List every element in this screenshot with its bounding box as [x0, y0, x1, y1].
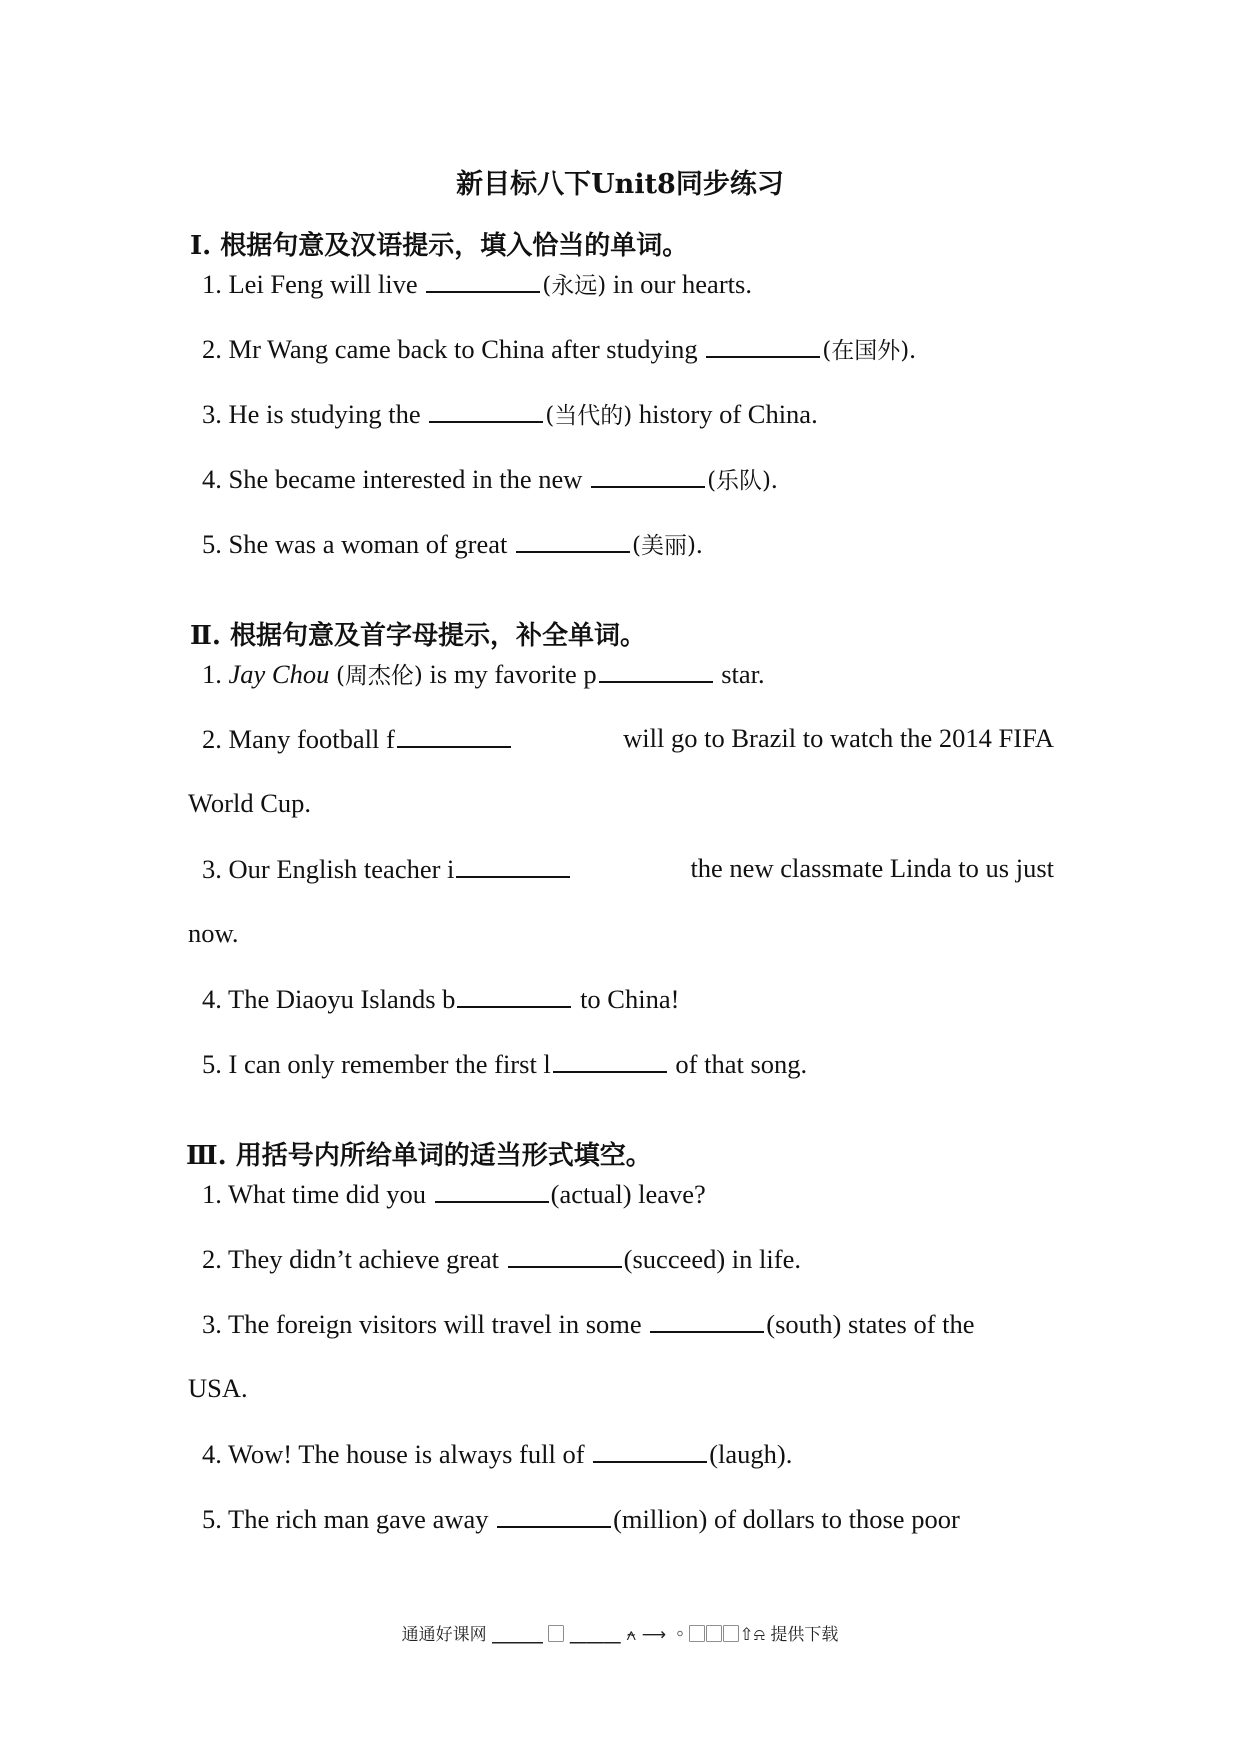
s2-item-1-post: star.	[714, 659, 765, 689]
s2-item-4-text: 4. The Diaoyu Islands b	[202, 984, 456, 1014]
s2-item-2	[202, 722, 1054, 755]
s1-item-4-hint: (乐队)	[707, 468, 772, 494]
s1-item-5	[202, 527, 703, 562]
s1-item-4-text: 4. She became interested in the new	[202, 464, 590, 494]
page-title: 新目标八下Unit8同步练习	[456, 169, 784, 200]
s1-item-2-post: .	[909, 334, 916, 364]
s3-item-4-text: 4. Wow! The house is always full of	[202, 1439, 592, 1469]
s1-item-4	[202, 462, 778, 497]
s1-item-1	[202, 267, 752, 302]
answer-blank[interactable]	[429, 397, 543, 423]
s1-item-3-hint: (当代的)	[545, 403, 633, 429]
s3-item-2	[202, 1242, 801, 1275]
answer-blank[interactable]	[508, 1242, 622, 1268]
page-footer: 通通好课网 ⎽⎽⎽ ⃞ ⎽⎽⎽ ⍲ ⟶ ◦⃞⃞⃞⇧⍾ 提供下载	[401, 1625, 839, 1645]
s3-item-4-post: (laugh).	[709, 1439, 793, 1469]
s2-item-2-text: 2. Many football f	[202, 724, 395, 754]
answer-blank[interactable]	[706, 332, 820, 358]
s3-item-1-post: (actual) leave?	[550, 1179, 706, 1209]
answer-blank[interactable]	[516, 527, 630, 553]
answer-blank[interactable]	[553, 1047, 667, 1073]
s2-item-3	[202, 852, 1054, 885]
s1-item-1-text: 1. Lei Feng will live	[202, 269, 425, 299]
s2-item-1	[202, 657, 765, 692]
s1-item-1-post: in our hearts.	[606, 269, 752, 299]
s1-item-3-post: history of China.	[632, 399, 818, 429]
s3-item-1-text: 1. What time did you	[202, 1179, 433, 1209]
s3-item-5	[202, 1502, 960, 1535]
s3-item-1	[202, 1177, 706, 1210]
answer-blank[interactable]	[426, 267, 540, 293]
s1-item-5-hint: (美丽)	[632, 533, 696, 559]
section-2-heading: Ⅱ. 根据句意及首字母提示，补全单词。	[190, 621, 647, 651]
answer-blank[interactable]	[457, 982, 571, 1008]
s1-item-5-text: 5. She was a woman of great	[202, 529, 515, 559]
s1-item-2	[202, 332, 916, 367]
s1-item-1-hint: (永远)	[542, 273, 607, 299]
s2-item-4	[202, 982, 679, 1015]
answer-blank[interactable]	[435, 1177, 549, 1203]
s2-item-1-hint: (周杰伦)	[335, 663, 423, 689]
answer-blank[interactable]	[599, 657, 713, 683]
s2-item-4-post: to China!	[573, 984, 680, 1014]
s3-item-3	[202, 1307, 975, 1340]
s3-item-3-post: (south) states of the	[766, 1309, 975, 1339]
answer-blank[interactable]	[591, 462, 705, 488]
answer-blank[interactable]	[397, 722, 511, 748]
s1-item-2-hint: (在国外)	[822, 338, 910, 364]
s2-item-1-number: 1.	[202, 659, 222, 689]
s3-item-3-text: 3. The foreign visitors will travel in some	[202, 1309, 649, 1339]
answer-blank[interactable]	[497, 1502, 611, 1528]
s2-item-3-post: the new classmate Linda to us just	[690, 853, 1054, 883]
section-1-heading: Ⅰ. 根据句意及汉语提示，填入恰当的单词。	[190, 231, 689, 261]
s1-item-2-text: 2. Mr Wang came back to China after studying	[202, 334, 705, 364]
section-3-heading: Ⅲ. 用括号内所给单词的适当形式填空。	[186, 1141, 652, 1171]
answer-blank[interactable]	[593, 1437, 707, 1463]
s3-item-2-post: (succeed) in life.	[623, 1244, 801, 1274]
s1-item-3-text: 3. He is studying the	[202, 399, 428, 429]
s2-item-5-text: 5. I can only remember the first l	[202, 1049, 551, 1079]
s1-item-3	[202, 397, 818, 432]
answer-blank[interactable]	[456, 852, 570, 878]
s2-item-5-post: of that song.	[668, 1049, 808, 1079]
answer-blank[interactable]	[650, 1307, 764, 1333]
s3-item-5-post: (million) of dollars to those poor	[613, 1504, 960, 1534]
s2-item-3-continued: now.	[188, 918, 239, 948]
s1-item-4-post: .	[771, 464, 778, 494]
s2-item-2-continued: World Cup.	[188, 788, 312, 818]
s1-item-5-post: .	[695, 529, 703, 559]
s3-item-5-text: 5. The rich man gave away	[202, 1504, 496, 1534]
s2-item-1-text: is my favorite p	[422, 659, 597, 689]
s2-item-5	[202, 1047, 807, 1080]
s2-item-2-post: will go to Brazil to watch the 2014 FIFA	[623, 723, 1054, 753]
s3-item-3-continued: USA.	[188, 1373, 248, 1403]
s2-item-1-name: Jay Chou	[228, 659, 330, 689]
s3-item-4	[202, 1437, 792, 1470]
s3-item-2-text: 2. They didn’t achieve great	[202, 1244, 506, 1274]
s2-item-3-text: 3. Our English teacher i	[202, 854, 455, 884]
